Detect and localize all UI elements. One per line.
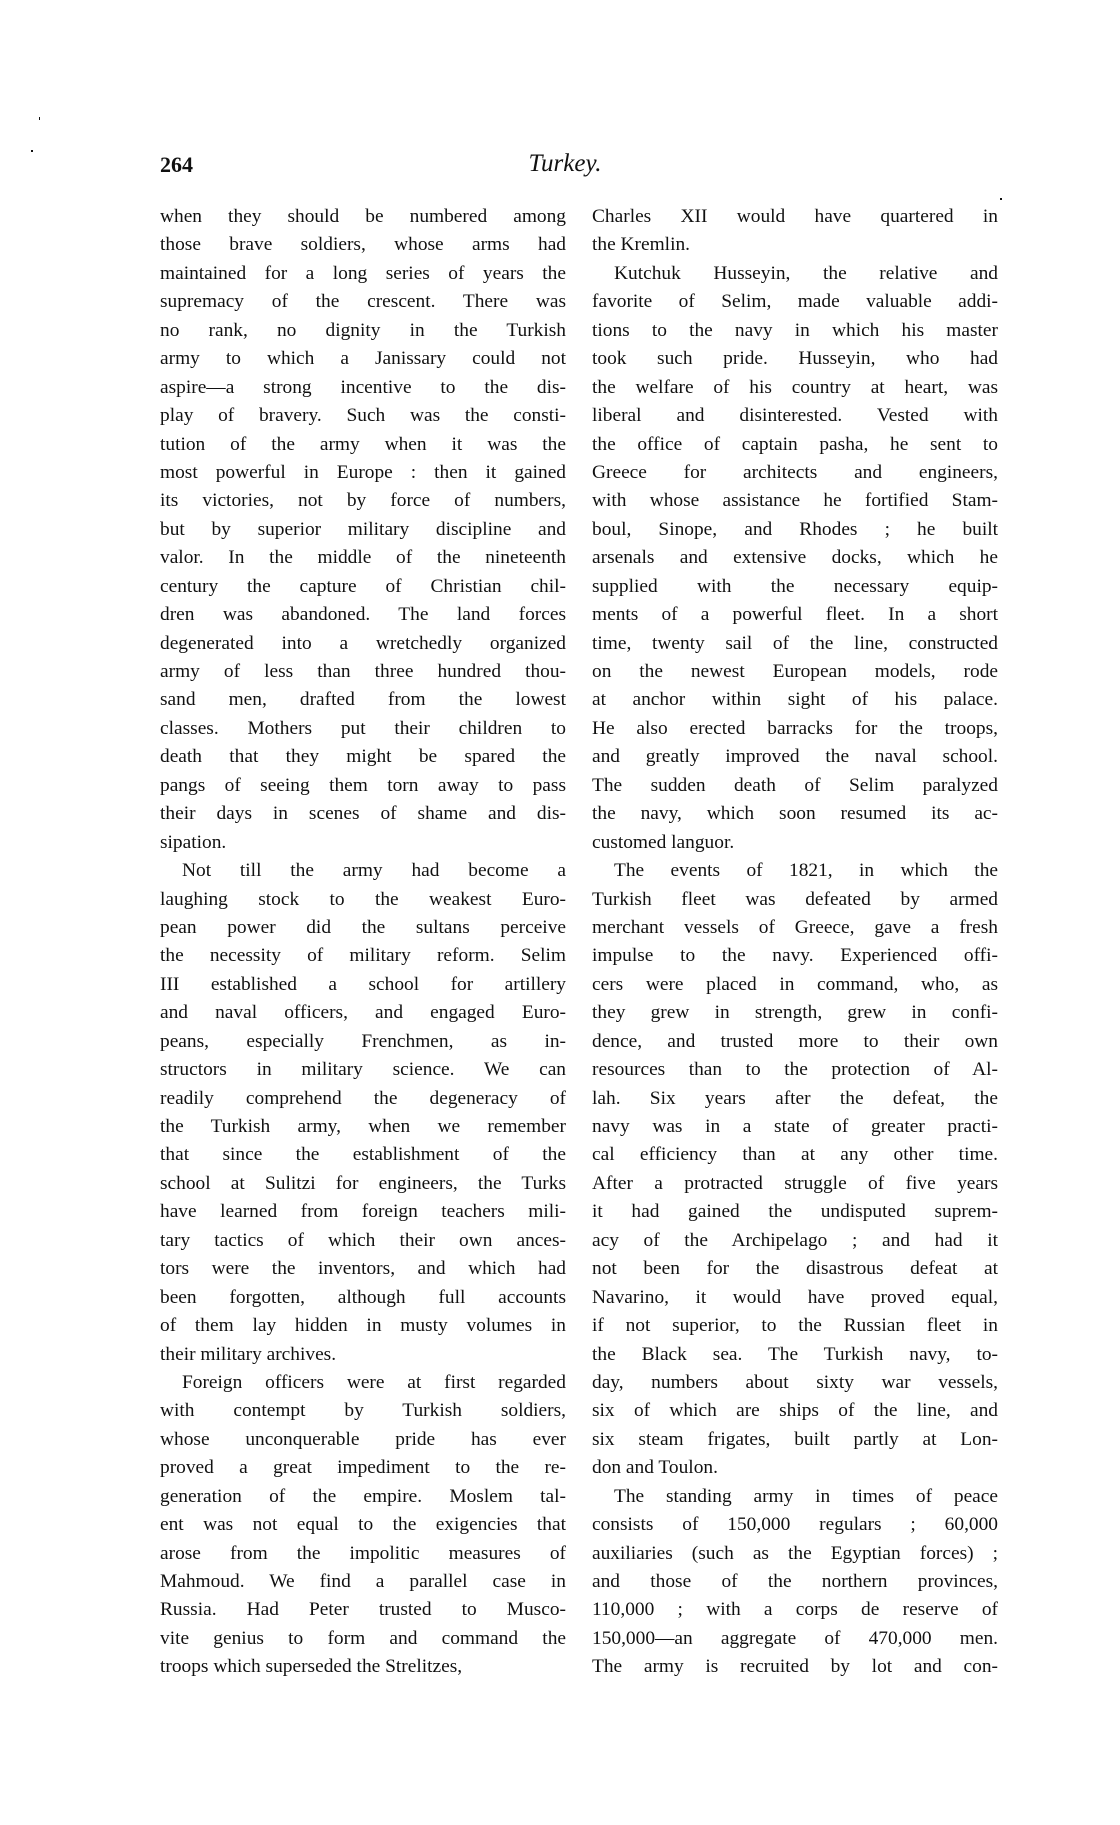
text-line: century the capture of Christian chil-: [160, 575, 566, 597]
text-line: arose from the impolitic measures of: [160, 1542, 566, 1564]
text-line: The standing army in times of peace: [614, 1485, 998, 1507]
text-line: their military archives.: [160, 1343, 337, 1365]
scan-speck: [1000, 198, 1002, 200]
text-line: cal efficiency than at any other time.: [592, 1144, 998, 1166]
text-line: classes. Mothers put their children to: [160, 717, 566, 739]
text-line: boul, Sinope, and Rhodes ; he built: [592, 518, 998, 540]
text-line: liberal and disinterested. Vested with: [592, 405, 998, 427]
text-line: valor. In the middle of the nineteenth: [160, 547, 566, 569]
text-line: consists of 150,000 regulars ; 60,000: [592, 1514, 998, 1536]
text-line: the Kremlin.: [592, 234, 691, 256]
text-line: aspire—a strong incentive to the dis-: [160, 376, 566, 398]
text-line: no rank, no dignity in the Turkish: [160, 319, 566, 341]
text-line: dren was abandoned. The land forces: [160, 604, 566, 626]
text-line: the navy, which soon resumed its ac-: [592, 803, 998, 825]
text-line: don and Toulon.: [592, 1457, 718, 1479]
text-line: its victories, not by force of numbers,: [160, 490, 566, 512]
text-line: customed languor.: [592, 831, 735, 853]
text-line: those brave soldiers, whose arms had: [160, 234, 566, 256]
scan-speck: [39, 117, 40, 120]
text-line: favorite of Selim, made valuable addi-: [592, 291, 998, 313]
text-line: on the newest European models, rode: [592, 661, 998, 682]
text-line: After a protracted struggle of five years: [592, 1172, 998, 1194]
text-line: supremacy of the crescent. There was: [160, 291, 566, 313]
text-line: most powerful in Europe : then it gained: [160, 461, 566, 483]
text-line: The events of 1821, in which the: [614, 860, 998, 882]
text-line: the Turkish army, when we remember: [160, 1116, 566, 1137]
text-line: laughing stock to the weakest Euro-: [160, 888, 566, 910]
text-line: play of bravery. Such was the consti-: [160, 405, 566, 427]
text-line: Mahmoud. We find a parallel case in: [160, 1571, 566, 1592]
text-line: time, twenty sail of the line, constructed: [592, 632, 998, 654]
running-title: Turkey.: [528, 150, 602, 177]
text-line: readily comprehend the degeneracy of: [160, 1087, 566, 1109]
text-line: impulse to the navy. Experienced offi-: [592, 945, 998, 967]
text-line: Turkish fleet was defeated by armed: [592, 888, 998, 910]
text-line: cers were placed in command, who, as: [592, 973, 998, 995]
text-line: have learned from foreign teachers mili-: [160, 1201, 566, 1223]
text-line: tions to the navy in which his master: [592, 319, 998, 341]
text-line: day, numbers about sixty war vessels,: [592, 1371, 998, 1393]
text-line: III established a school for artillery: [160, 973, 566, 995]
text-line: lah. Six years after the defeat, the: [592, 1087, 998, 1109]
text-line: Kutchuk Husseyin, the relative and: [614, 262, 998, 284]
text-line: sipation.: [160, 831, 227, 853]
text-line: been forgotten, although full accounts: [160, 1286, 566, 1308]
text-line: when they should be numbered among: [160, 206, 566, 227]
text-line: and those of the northern provinces,: [592, 1571, 998, 1592]
text-line: ent was not equal to the exigencies that: [160, 1514, 566, 1536]
text-line: Foreign officers were at first regarded: [182, 1371, 566, 1393]
text-line: whose unconquerable pride has ever: [160, 1428, 566, 1450]
text-line: supplied with the necessary equip-: [592, 575, 998, 597]
text-line: they grew in strength, grew in confi-: [592, 1002, 998, 1024]
text-line: army of less than three hundred thou-: [160, 661, 566, 682]
text-line: merchant vessels of Greece, gave a fresh: [592, 916, 998, 938]
text-line: the necessity of military reform. Selim: [160, 945, 566, 967]
text-line: and greatly improved the naval school.: [592, 746, 998, 768]
text-line: at anchor within sight of his palace.: [592, 689, 998, 711]
text-line: tary tactics of which their own ances-: [160, 1229, 566, 1251]
text-line: took such pride. Husseyin, who had: [592, 348, 998, 370]
left-column: [160, 203, 566, 1682]
text-line: troops which superseded the Strelitzes,: [160, 1656, 463, 1678]
text-line: 110,000 ; with a corps de reserve of: [592, 1599, 998, 1621]
text-line: ments of a powerful fleet. In a short: [592, 604, 998, 626]
text-line: The army is recruited by lot and con-: [592, 1656, 998, 1678]
right-column: [592, 203, 998, 1682]
text-line: school at Sulitzi for engineers, the Turks: [160, 1172, 566, 1194]
text-line: Navarino, it would have proved equal,: [592, 1286, 998, 1308]
text-line: Greece for architects and engineers,: [592, 461, 998, 483]
text-line: He also erected barracks for the troops,: [592, 717, 998, 739]
text-line: vite genius to form and command the: [160, 1627, 566, 1649]
text-line: of them lay hidden in musty volumes in: [160, 1315, 566, 1337]
text-line: generation of the empire. Moslem tal-: [160, 1485, 566, 1507]
text-line: resources than to the protection of Al-: [592, 1059, 998, 1081]
text-line: death that they might be spared the: [160, 746, 566, 768]
text-line: sand men, drafted from the lowest: [160, 689, 566, 711]
text-line: their days in scenes of shame and dis-: [160, 803, 566, 825]
text-line: proved a great impediment to the re-: [160, 1457, 566, 1479]
text-line: peans, especially Frenchmen, as in-: [160, 1030, 566, 1052]
text-line: the welfare of his country at heart, was: [592, 376, 998, 398]
text-line: navy was in a state of greater practi-: [592, 1116, 998, 1137]
text-line: but by superior military discipline and: [160, 518, 566, 540]
text-line: auxiliaries (such as the Egyptian forces) ;: [592, 1542, 998, 1564]
text-line: maintained for a long series of years the: [160, 262, 566, 284]
page-number: 264: [160, 152, 193, 177]
text-line: arsenals and extensive docks, which he: [592, 547, 998, 569]
text-line: 150,000—an aggregate of 470,000 men.: [592, 1627, 998, 1649]
text-line: with contempt by Turkish soldiers,: [160, 1400, 566, 1422]
text-line: structors in military science. We can: [160, 1059, 566, 1081]
text-line: it had gained the undisputed suprem-: [592, 1201, 998, 1223]
text-line: not been for the disastrous defeat at: [592, 1258, 998, 1280]
text-line: pangs of seeing them torn away to pass: [160, 774, 566, 796]
text-line: dence, and trusted more to their own: [592, 1030, 998, 1052]
text-line: The sudden death of Selim paralyzed: [592, 774, 998, 796]
text-line: six of which are ships of the line, and: [592, 1400, 998, 1422]
text-line: six steam frigates, built partly at Lon-: [592, 1428, 998, 1450]
text-line: with whose assistance he fortified Stam-: [592, 490, 998, 512]
text-line: if not superior, to the Russian fleet in: [592, 1315, 998, 1337]
text-line: pean power did the sultans perceive: [160, 916, 566, 938]
text-line: tors were the inventors, and which had: [160, 1258, 566, 1280]
text-line: degenerated into a wretchedly organized: [160, 632, 566, 654]
text-line: the Black sea. The Turkish navy, to-: [592, 1343, 998, 1365]
text-line: that since the establishment of the: [160, 1144, 566, 1166]
text-line: tution of the army when it was the: [160, 433, 566, 455]
scan-speck: [31, 150, 33, 152]
text-line: the office of captain pasha, he sent to: [592, 433, 998, 455]
text-line: and naval officers, and engaged Euro-: [160, 1002, 566, 1024]
text-line: Russia. Had Peter trusted to Musco-: [160, 1599, 566, 1621]
text-line: army to which a Janissary could not: [160, 348, 566, 370]
text-line: Not till the army had become a: [182, 860, 566, 882]
text-line: Charles XII would have quartered in: [592, 206, 998, 227]
text-line: acy of the Archipelago ; and had it: [592, 1229, 998, 1251]
